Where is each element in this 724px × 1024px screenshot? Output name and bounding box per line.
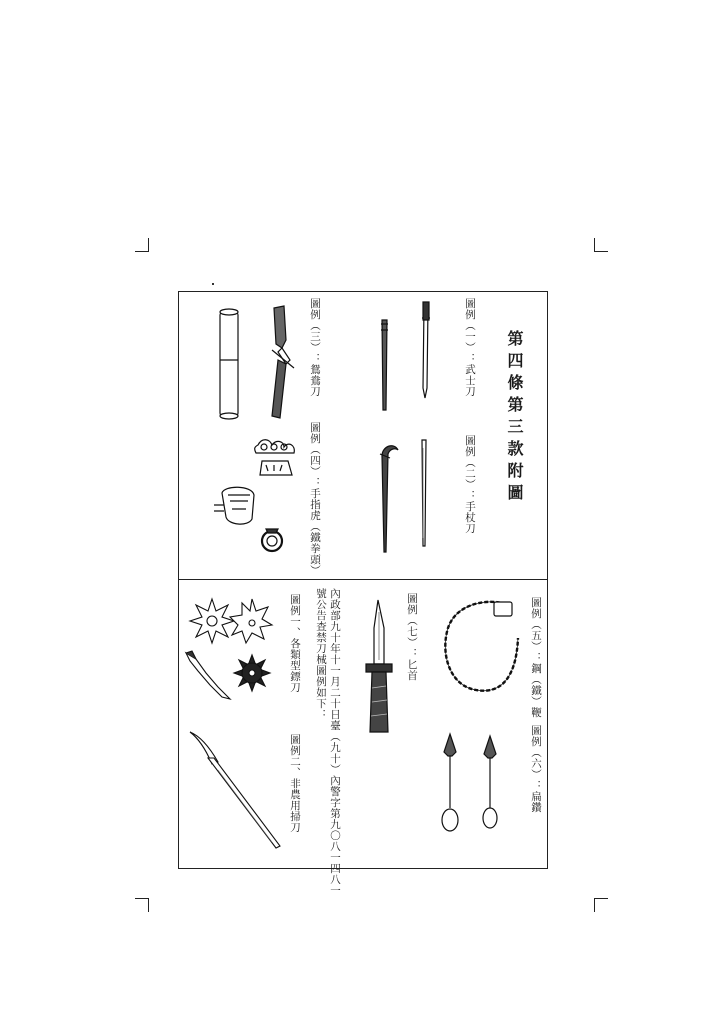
throwing-star-illustration [182,595,277,705]
note-line-1: 內政部九十年十一月二十日臺（九十）內警字第九〇八一四八一 [329,588,341,896]
crop-mark-top-right [594,238,608,252]
dagger-illustration [360,598,400,738]
caption-example-1: 圖例一、各類型鏢刀 [289,594,301,693]
katana-illustration [372,298,442,418]
awl-illustration [430,730,510,835]
caption-fig7: 圖例（七）：匕首 [406,593,418,681]
note-line-2: 號公告查禁刀械圖例如下： [315,588,327,720]
crop-mark-top-left [135,238,149,252]
caption-fig4: 圖例（四）：手指虎（鐵拳頭） [309,422,321,576]
steel-whip-illustration [436,598,531,698]
caption-fig3: 圖例（三）：鴛鴦刀 [309,298,321,397]
cane-sword-illustration [372,438,442,556]
twin-blade-illustration [212,300,302,425]
section-title: 第四條第三款附圖 [505,330,524,506]
caption-fig5: 圖例（五）：鋼（鐵）鞭 [530,597,542,718]
caption-fig2: 圖例（二）：手杖刀 [464,435,476,534]
stray-dot [212,283,214,285]
caption-fig1: 圖例（一）：武士刀 [464,298,476,397]
crop-mark-bottom-right [594,898,608,912]
brass-knuckles-illustration [212,435,302,560]
long-blade-illustration [184,728,284,853]
caption-fig6: 圖例（六）：扁鑽 [530,725,542,813]
caption-example-2: 圖例二、非農用掃刀 [289,734,301,833]
frame-divider [178,579,548,580]
crop-mark-bottom-left [135,898,149,912]
